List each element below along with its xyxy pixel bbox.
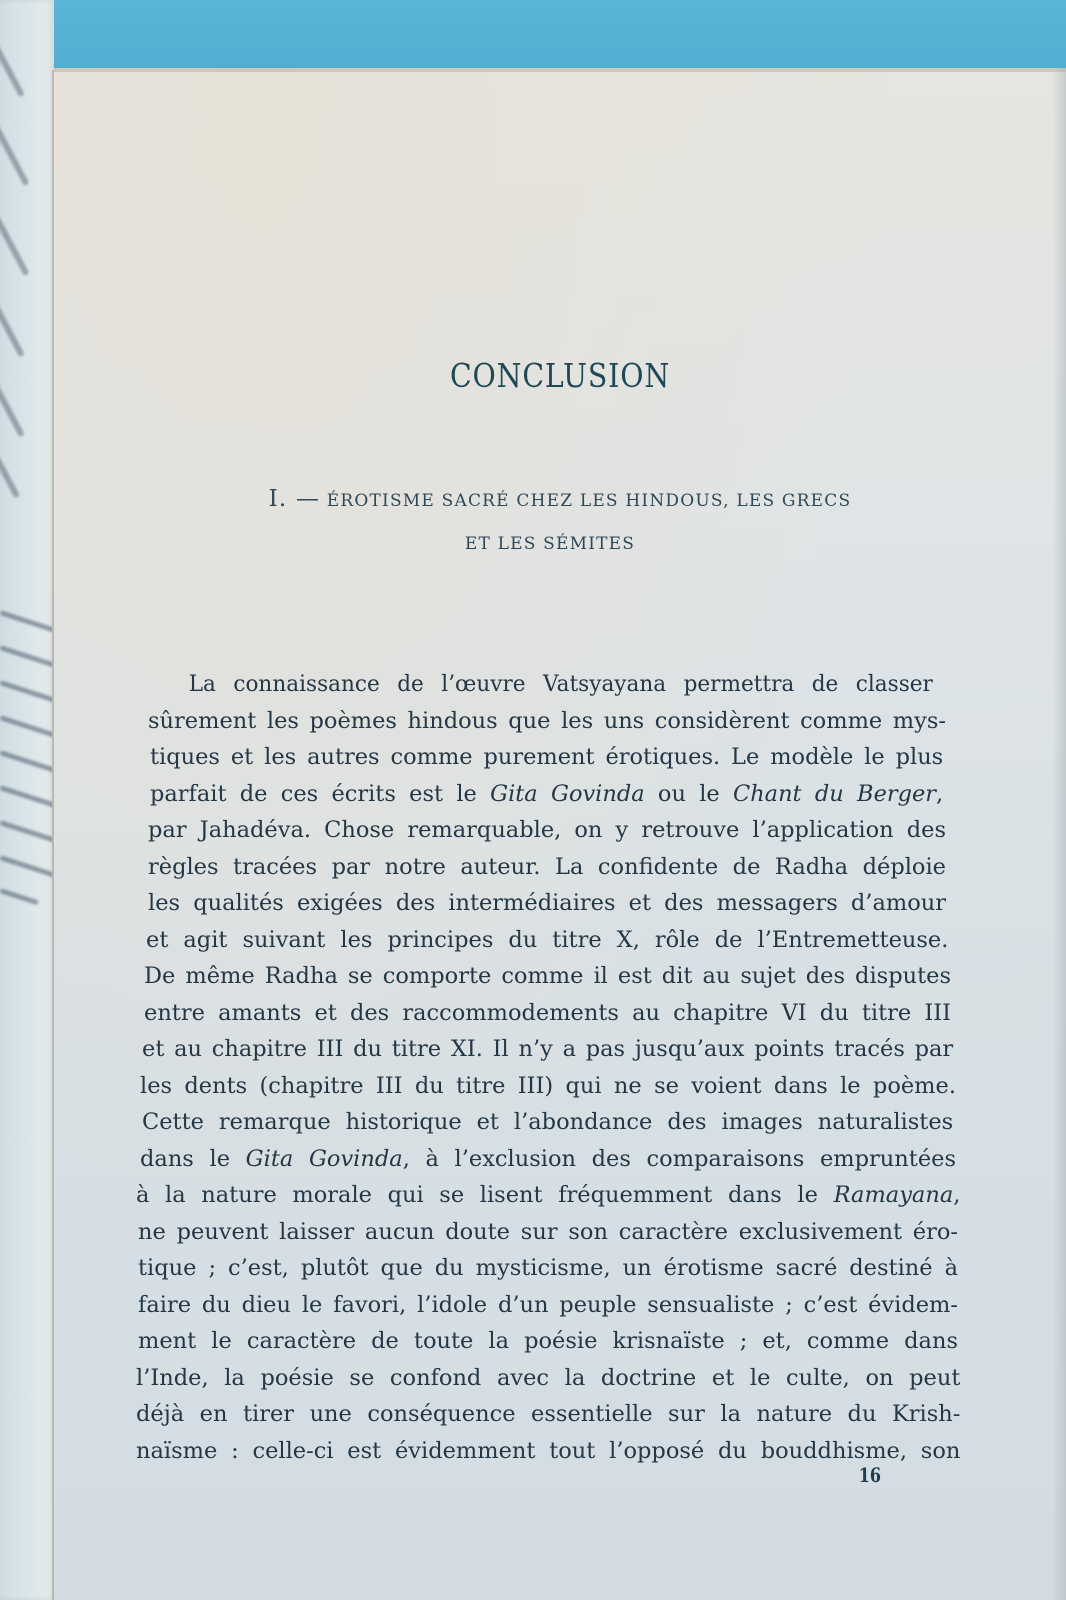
left-page-text-fragment (0, 750, 54, 773)
section-heading-text: ÉROTISME SACRÉ CHEZ LES HINDOUS, LES GRECS (326, 491, 852, 511)
paragraph-line: ment le caractère de toute la poésie krisnaïste ; et, comme dans (138, 1328, 958, 1354)
paragraph-line: déjà en tirer une conséquence essentielle sur la nature du Krish- (136, 1401, 961, 1427)
text-segment: parfait de ces écrits est le (150, 780, 491, 807)
paragraph-line: règles tracées par notre auteur. La confidente de Radha déploie (148, 853, 946, 880)
left-page-text-fragment (0, 855, 54, 878)
paragraph-line: les qualités exigées des intermédiaires et des messagers d’amour (148, 890, 946, 916)
page-edge (1052, 68, 1066, 1600)
text-segment: , à l’exclusion des comparaisons empruntées (402, 1145, 956, 1172)
text-segment: , (936, 780, 944, 807)
left-page-text-fragment (0, 785, 54, 808)
text-segment: ou le (644, 780, 734, 807)
paragraph-line: Cette remarque historique et l’abondance des images naturalistes (142, 1109, 954, 1135)
section-heading-line-1 (54, 486, 1066, 512)
book-page (54, 68, 1066, 1600)
paragraph-line: La connaissance de l’œuvre Vatsyayana permettra de classer (188, 671, 933, 697)
paragraph-line: naïsme : celle-ci est évidemment tout l’opposé du bouddhisme, son (136, 1437, 961, 1464)
text-segment: , (953, 1182, 961, 1208)
paragraph-line (140, 1141, 956, 1178)
text-segment: dans le (140, 1145, 246, 1172)
section-heading-line-2: ET LES SÉMITES (464, 534, 636, 554)
left-page-text-fragment (0, 645, 54, 668)
paragraph-line: sûrement les poèmes hindous que les uns considèrent comme mys- (148, 707, 946, 734)
left-page-text-fragment (0, 610, 54, 633)
paragraph-line: et agit suivant les principes du titre X, rôle de l’Entremetteuse. (146, 926, 949, 953)
body-paragraph (136, 666, 961, 1469)
left-page-text-fragment (0, 452, 20, 499)
italic-title: Gita Govinda (245, 1145, 403, 1172)
page-number: 16 (858, 1463, 882, 1487)
paragraph-line: les dents (chapitre III du titre III) qui ne se voient dans le poème. (140, 1072, 956, 1099)
paragraph-line (150, 776, 943, 813)
paragraph-line: et au chapitre III du titre XI. Il n’y a pas jusqu’aux points tracés par (142, 1036, 954, 1062)
chapter-title: CONCLUSION (449, 356, 671, 395)
paragraph-line: tiques et les autres comme purement érotiques. Le modèle le plus (150, 744, 944, 770)
paragraph-line: par Jahadéva. Chose remarquable, on y retrouve l’application des (148, 817, 946, 843)
left-page-text-fragment (0, 820, 54, 843)
left-page-text-fragment (0, 122, 30, 187)
left-page-text-fragment (0, 715, 54, 738)
paragraph-line (136, 1177, 960, 1214)
italic-title: Gita Govinda (490, 780, 645, 807)
left-page-text-fragment (0, 680, 54, 703)
paragraph-line: entre amants et des raccommodements au chapitre VI du titre III (144, 999, 951, 1026)
left-page-text-fragment (0, 888, 39, 905)
left-page-text-fragment (0, 212, 30, 277)
paragraph-line: l’Inde, la poésie se confond avec la doctrine et le culte, on peut (136, 1364, 961, 1391)
section-number: I. — (268, 486, 321, 512)
paragraph-line: ne peuvent laisser aucun doute sur son caractère exclusivement éro- (138, 1218, 958, 1245)
left-page-text-fragment (0, 302, 25, 358)
italic-title: Ramayana (833, 1182, 954, 1208)
left-page-text-fragment (0, 382, 25, 438)
italic-title: Chant du Berger (733, 780, 937, 807)
text-segment: à la nature morale qui se lisent fréquemment dans le (136, 1182, 834, 1208)
paragraph-line: tique ; c’est, plutôt que du mysticisme, un érotisme sacré destiné à (138, 1255, 958, 1281)
paragraph-line: De même Radha se comporte comme il est dit au sujet des disputes (144, 963, 951, 989)
left-page-edge (0, 0, 54, 1600)
paragraph-line: faire du dieu le favori, l’idole d’un peuple sensualiste ; c’est évidem- (138, 1291, 958, 1318)
left-page-text-fragment (0, 42, 25, 98)
